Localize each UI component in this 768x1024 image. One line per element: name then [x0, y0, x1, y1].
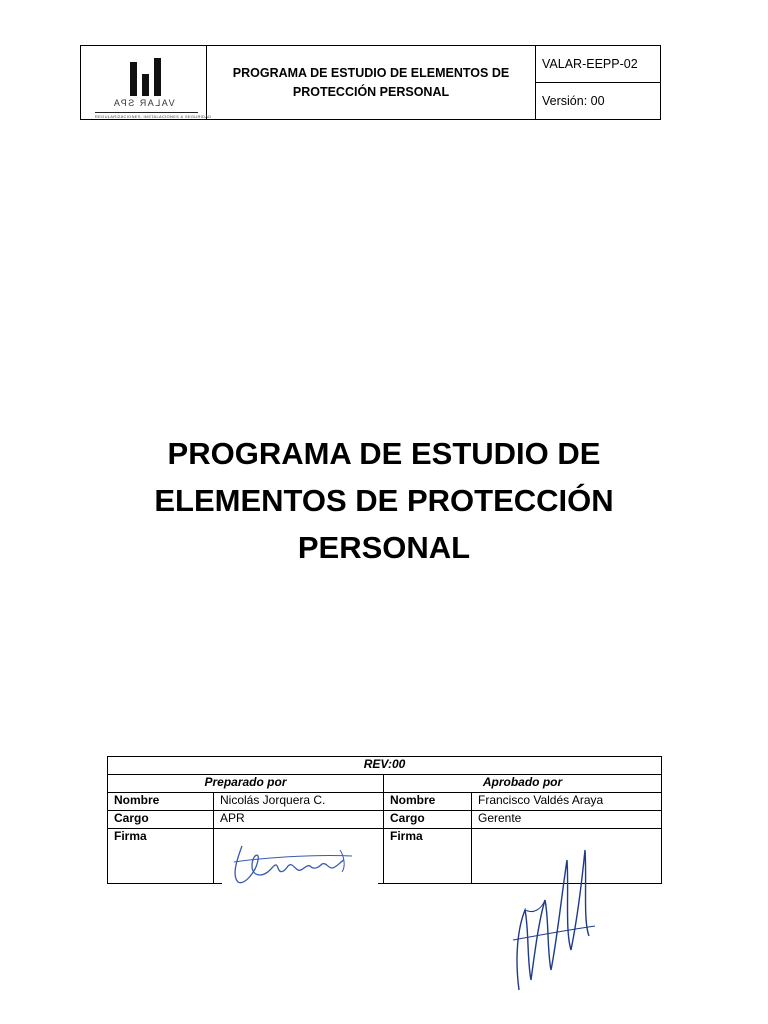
- approved-signature-label: Firma: [384, 829, 472, 884]
- approved-name-value: Francisco Valdés Araya: [472, 793, 662, 811]
- logo-bars-icon: [130, 58, 166, 96]
- prepared-signature-label: Firma: [108, 829, 214, 884]
- prepared-name-label: Nombre: [108, 793, 214, 811]
- approved-name-label: Nombre: [384, 793, 472, 811]
- prepared-signature: [222, 832, 378, 892]
- approved-role-value: Gerente: [472, 811, 662, 829]
- prepared-role-value: APR: [214, 811, 384, 829]
- company-logo: [81, 46, 212, 120]
- page-title-line-2: ELEMENTOS DE PROTECCIÓN: [154, 483, 614, 518]
- document-version: Versión: 00: [536, 83, 661, 120]
- document-code: VALAR-EEPP-02: [536, 46, 661, 83]
- logo-tagline: REGULARIZACIONES, INSTALACIONES & SEGURIDAD: [95, 114, 212, 119]
- approved-signature: [505, 840, 600, 1000]
- revision-number: REV:00: [108, 757, 662, 775]
- approved-role-label: Cargo: [384, 811, 472, 829]
- header-title: PROGRAMA DE ESTUDIO DE ELEMENTOS DE PROTECCIÓN PERSONAL: [207, 46, 536, 120]
- prepared-by-header: Preparado por: [108, 775, 384, 793]
- logo-name: VALAR SPA: [112, 98, 175, 108]
- page-title-line-1: PROGRAMA DE ESTUDIO DE: [167, 436, 601, 471]
- prepared-name-value: Nicolás Jorquera C.: [214, 793, 384, 811]
- document-header: [80, 45, 661, 120]
- prepared-role-label: Cargo: [108, 811, 214, 829]
- page-title-line-3: PERSONAL: [297, 530, 471, 565]
- approved-by-header: Aprobado por: [384, 775, 662, 793]
- page-title: [130, 430, 638, 571]
